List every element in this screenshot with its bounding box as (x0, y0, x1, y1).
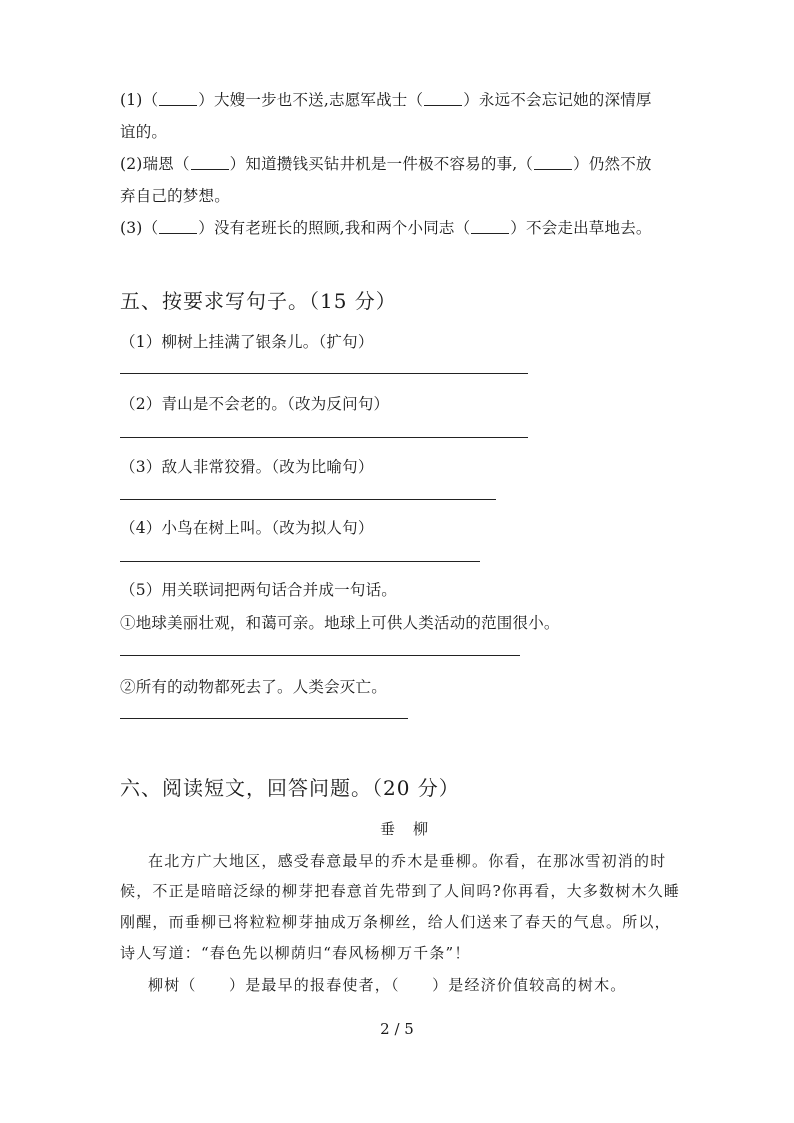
blank-2[interactable] (424, 93, 462, 106)
section5-heading: 五、按要求写句子。（15 分） (120, 289, 397, 313)
blank-1[interactable] (191, 157, 229, 170)
text-segment: ）不会走出草地去。 (510, 219, 652, 237)
text-segment: ）仍然不放 (573, 155, 652, 173)
blank-1[interactable] (159, 221, 197, 234)
text-segment: （ (142, 219, 159, 237)
page-number: 2 / 5 (380, 1020, 414, 1038)
q-number: (1) (120, 91, 143, 109)
q-number: (2) (120, 155, 143, 173)
text-segment: ）大嫂一步也不送,志愿军战士（ (198, 91, 424, 109)
section6-heading: 六、阅读短文，回答问题。（20 分） (120, 776, 460, 800)
q4-1-cont: 谊的。 (120, 123, 168, 141)
text-segment: ）永远不会忘记她的深情厚 (463, 91, 652, 109)
q4-2-line (120, 152, 652, 174)
s5-sub-1: ①地球美丽壮观，和蔼可亲。地球上可供人类活动的范围很小。 (120, 614, 560, 632)
passage-title: 垂柳 (380, 820, 447, 838)
text-segment: ）知道攒钱买钻井机是一件极不容易的事,（ (229, 155, 534, 173)
passage-line-3: 刚醒，而垂柳已将粒粒柳芽抽成万条柳丝，给人们送来了春天的气息。所以， (120, 913, 671, 931)
s5-item-1: （1）柳树上挂满了银条儿。（扩句） (120, 333, 374, 351)
blank-1[interactable] (159, 93, 197, 106)
passage-line-4: 诗人写道：“春色先以柳荫归“春风杨柳万千条”！ (120, 944, 471, 962)
s5-sub-2: ②所有的动物都死去了。人类会灭亡。 (120, 678, 387, 696)
s5-item-5: （5）用关联词把两句话合并成一句话。 (120, 581, 397, 599)
text-segment: （ (142, 91, 159, 109)
blank-2[interactable] (471, 221, 509, 234)
text-segment: 瑞恩（ (142, 155, 190, 173)
answer-line-3[interactable] (120, 499, 496, 500)
q4-3-line (120, 216, 652, 238)
s5-item-2: （2）青山是不会老的。（改为反问句） (120, 395, 390, 413)
s5-item-3: （3）敌人非常狡猾。（改为比喻句） (120, 458, 374, 476)
passage-line-2: 候，不正是暗暗泛绿的柳芽把春意首先带到了人间吗?你再看，大多数树木久睡 (120, 882, 681, 900)
blank-2[interactable] (534, 157, 572, 170)
answer-line-2[interactable] (120, 437, 528, 438)
q-number: (3) (120, 219, 143, 237)
q4-1-line (120, 88, 652, 110)
answer-line-5b[interactable] (120, 718, 408, 719)
passage-line-1: 在北方广大地区，感受春意最早的乔木是垂柳。你看，在那冰雪初消的时 (148, 852, 667, 870)
answer-line-1[interactable] (120, 373, 528, 374)
answer-line-4[interactable] (120, 561, 480, 562)
text-segment: ）没有老班长的照顾,我和两个小同志（ (198, 219, 471, 237)
q4-2-cont: 弃自己的梦想。 (120, 187, 230, 205)
answer-line-5a[interactable] (120, 655, 520, 656)
s5-item-4: （4）小鸟在树上叫。（改为拟人句） (120, 519, 374, 537)
fill-in-question: 柳树（ ）是最早的报春使者，（ ）是经济价值较高的树木。 (148, 976, 627, 994)
